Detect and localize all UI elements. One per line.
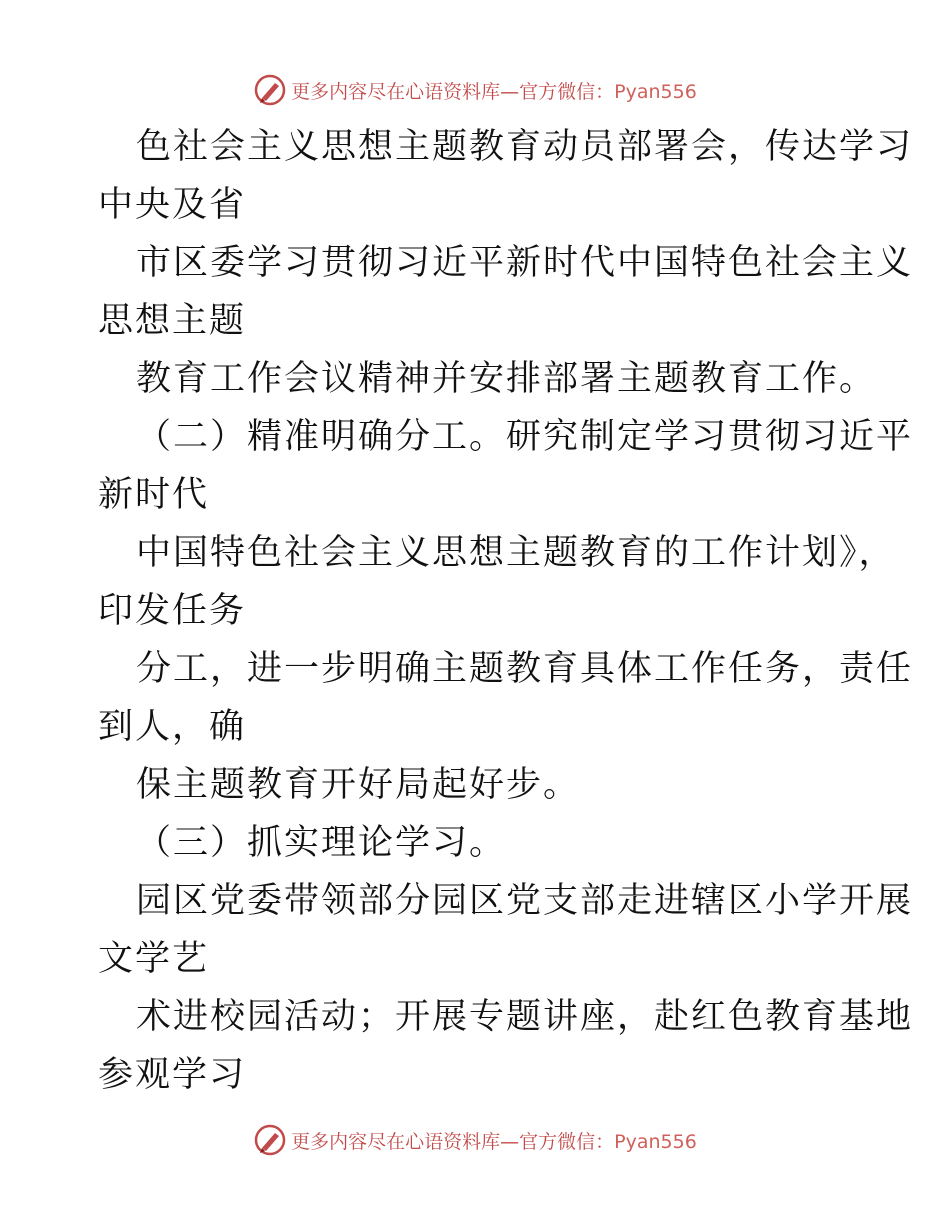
text-line: 思想主题 [98, 301, 247, 341]
header-watermark [0, 70, 950, 110]
text-line: 中国特色社会主义思想主题教育的工作计划》， [136, 533, 896, 573]
text-line: 中央及省 [98, 185, 247, 225]
text-line: 色社会主义思想主题教育动员部署会，传达学习 [136, 127, 914, 167]
text-line: 术进校园活动；开展专题讲座，赴红色教育基地 [136, 997, 914, 1037]
text-line: 参观学习 [98, 1055, 247, 1095]
text-line: （二）精准明确分工。研究制定学习贯彻习近平 [136, 417, 914, 457]
text-line: 保主题教育开好局起好步。 [136, 765, 581, 805]
pen-logo-icon [253, 1123, 287, 1157]
text-line: 园区党委带领部分园区党支部走进辖区小学开展 [136, 881, 914, 921]
text-line: 印发任务 [98, 591, 247, 631]
text-line: （三）抓实理论学习。 [136, 823, 507, 863]
watermark-text: 更多内容尽在心语资料库—官方微信：Pyan556 [291, 1130, 697, 1153]
pen-logo-icon [253, 73, 287, 107]
document-body [98, 118, 914, 1104]
watermark-text: 更多内容尽在心语资料库—官方微信：Pyan556 [291, 80, 697, 103]
text-line: 教育工作会议精神并安排部署主题教育工作。 [136, 359, 877, 399]
text-line: 分工，进一步明确主题教育具体工作任务，责任 [136, 649, 914, 689]
text-line: 市区委学习贯彻习近平新时代中国特色社会主义 [136, 243, 914, 283]
footer-watermark [0, 1120, 950, 1160]
text-line: 到人，确 [98, 707, 247, 747]
text-line: 新时代 [98, 475, 210, 515]
text-line: 文学艺 [98, 939, 210, 979]
